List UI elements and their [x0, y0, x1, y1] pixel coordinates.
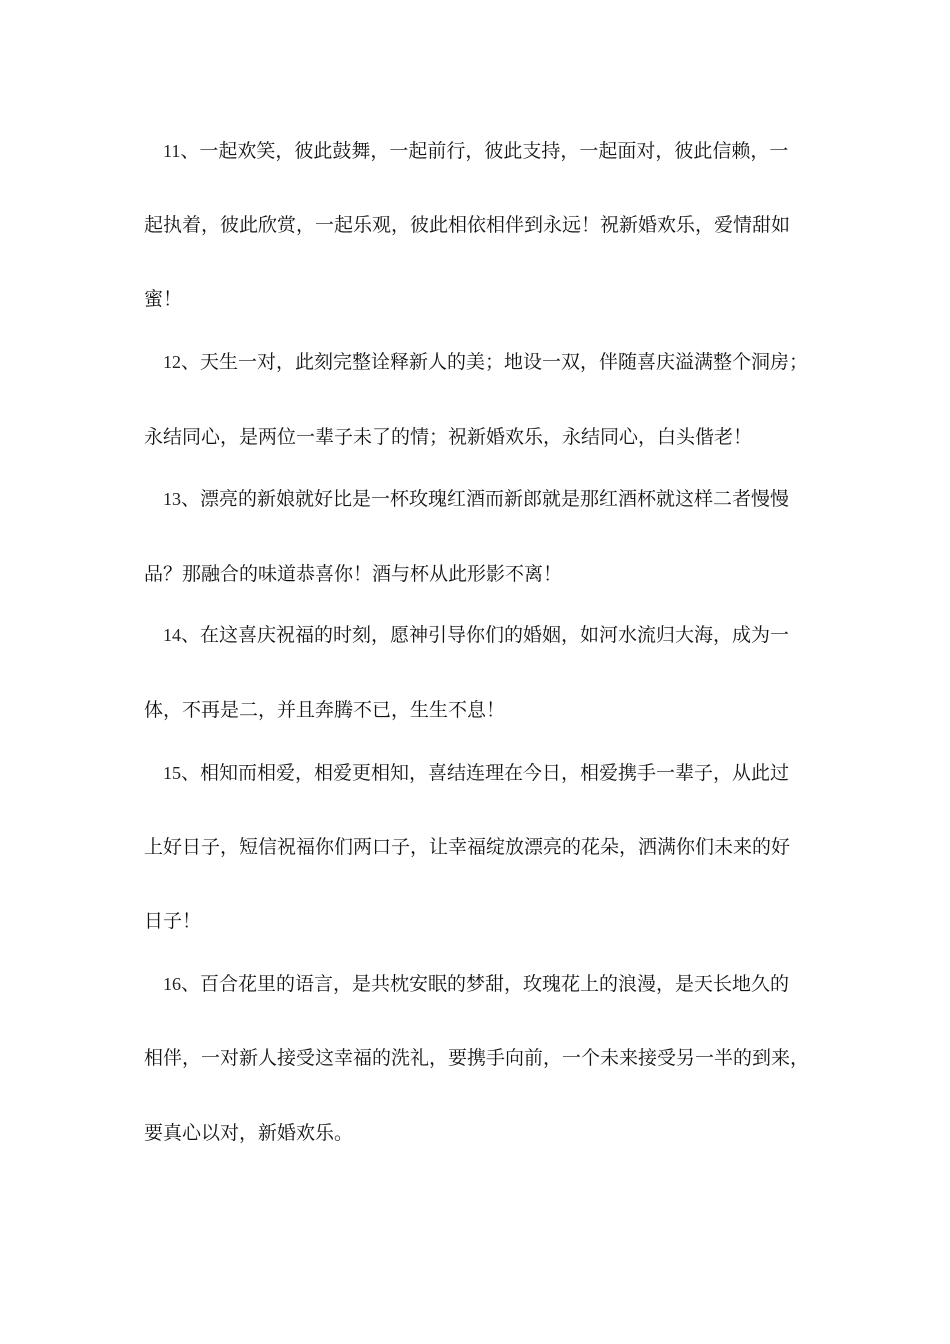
paragraph-12-line-2: 永结同心，是两位一辈子未了的情；祝新婚欢乐，永结同心，白头偕老！	[144, 426, 753, 448]
paragraph-11-line-3: 蜜！	[144, 288, 183, 310]
paragraph-number: 13	[163, 489, 181, 509]
paragraph-16-line-1	[163, 969, 809, 999]
paragraph-14-line-2: 体，不再是二，并且奔腾不已，生生不息！	[144, 699, 506, 721]
paragraph-text: 、相知而相爱，相爱更相知，喜结连理在今日，相爱携手一辈子，从此过	[181, 762, 790, 784]
paragraph-16-line-2: 相伴，一对新人接受这幸福的洗礼，要携手向前，一个未来接受另一半的到来，	[144, 1047, 809, 1069]
paragraph-number: 14	[163, 625, 181, 645]
paragraph-16-line-3: 要真心以对，新婚欢乐。	[144, 1122, 354, 1144]
paragraph-11-line-1	[163, 136, 809, 166]
paragraph-number: 12	[163, 352, 181, 372]
paragraph-text: 、一起欢笑，彼此鼓舞，一起前行，彼此支持，一起面对，彼此信赖，一	[180, 140, 789, 162]
paragraph-13-line-1	[163, 484, 809, 514]
paragraph-12-line-1	[163, 347, 809, 377]
paragraph-number: 11	[163, 141, 181, 161]
paragraph-11-line-2: 起执着，彼此欣赏，一起乐观，彼此相依相伴到永远！祝新婚欢乐，爱情甜如	[144, 214, 791, 236]
paragraph-15-line-1	[163, 758, 809, 788]
paragraph-13-line-2: 品？那融合的味道恭喜你！酒与杯从此形影不离！	[144, 563, 563, 585]
paragraph-text: 、漂亮的新娘就好比是一杯玫瑰红酒而新郎就是那红酒杯就这样二者慢慢	[181, 488, 790, 510]
paragraph-text: 、天生一对，此刻完整诠释新人的美；地设一双，伴随喜庆溢满整个洞房；	[181, 351, 809, 373]
paragraph-text: 、百合花里的语言，是共枕安眠的梦甜，玫瑰花上的浪漫，是天长地久的	[181, 973, 790, 995]
paragraph-number: 15	[163, 763, 181, 783]
paragraph-15-line-3: 日子！	[144, 910, 202, 932]
paragraph-text: 、在这喜庆祝福的时刻，愿神引导你们的婚姻，如河水流归大海，成为一	[181, 624, 790, 646]
paragraph-number: 16	[163, 974, 181, 994]
paragraph-15-line-2: 上好日子，短信祝福你们两口子，让幸福绽放漂亮的花朵，洒满你们未来的好	[144, 836, 791, 858]
paragraph-14-line-1	[163, 620, 809, 650]
